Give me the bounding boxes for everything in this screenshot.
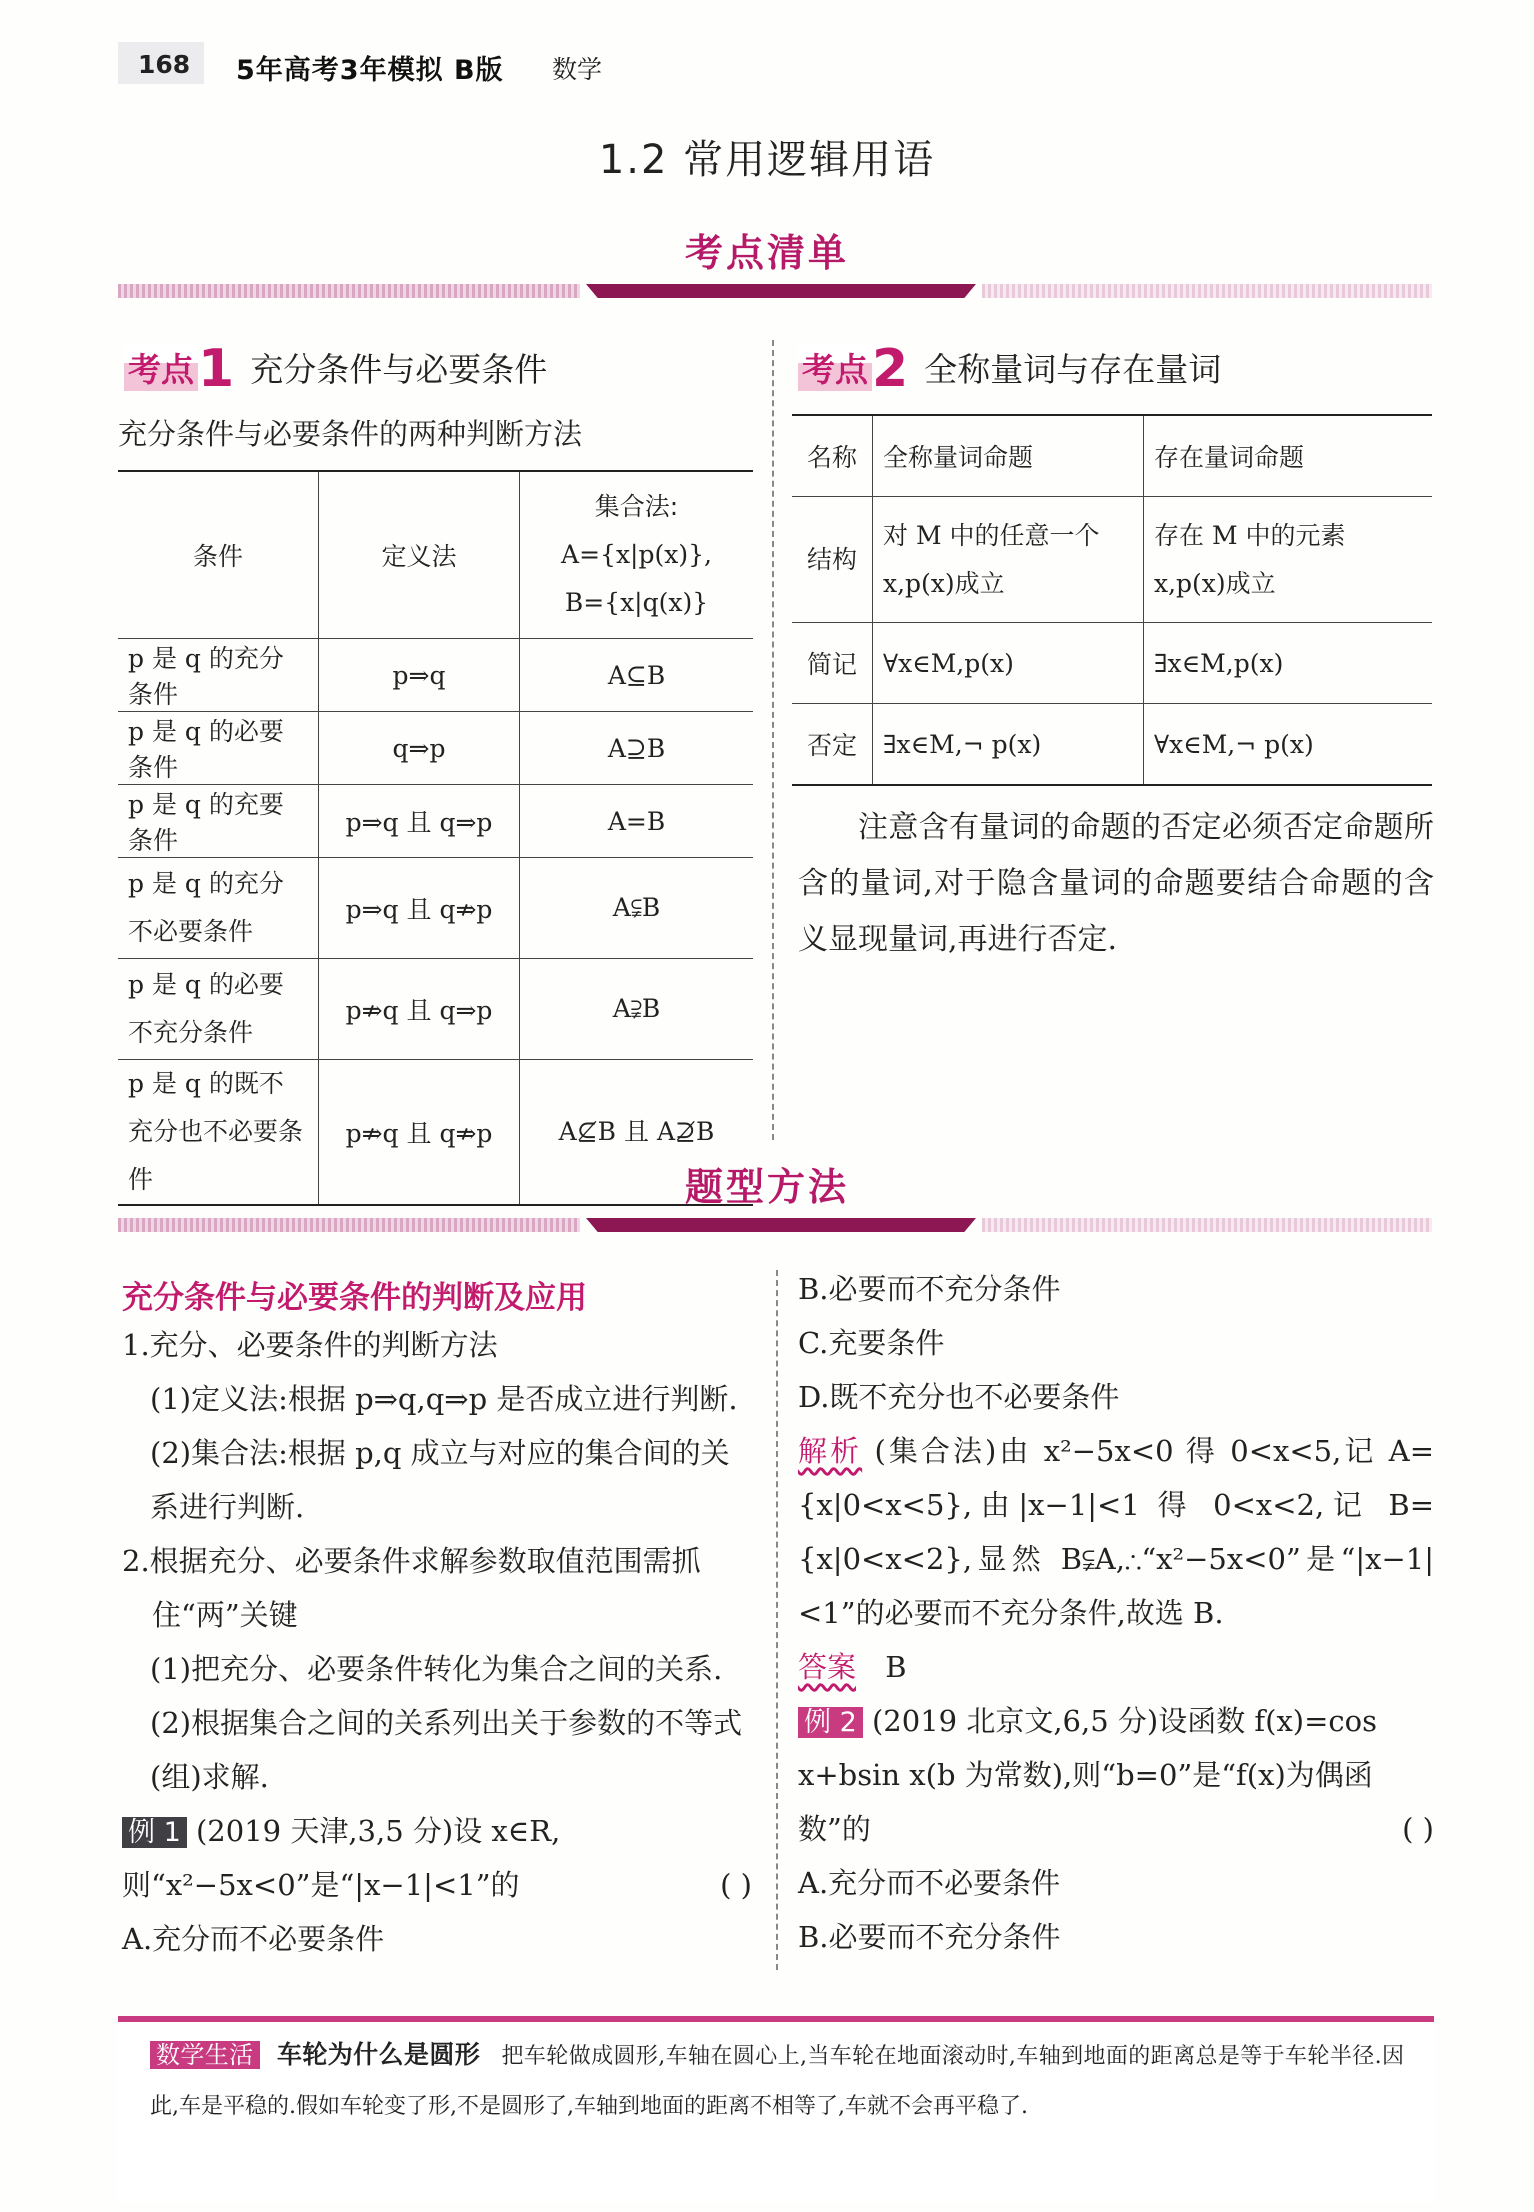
math-life-tag: 数学生活 — [150, 2041, 260, 2069]
example1-option-b: B.必要而不充分条件 — [798, 1272, 1061, 1306]
book-title: 5年高考3年模拟 B版 — [236, 55, 504, 86]
column-divider-top — [772, 340, 774, 1140]
banner-bar-center — [586, 284, 976, 298]
answer-value: B — [885, 1650, 907, 1684]
col-existential: 存在量词命题 — [1144, 415, 1433, 497]
example2-paren: ( ) — [1402, 1812, 1434, 1846]
kd1-title: 充分条件与必要条件 — [250, 350, 548, 389]
table-row: p 是 q 的必要不充分条件 p⇏q 且 q⇒p A⫌B — [118, 959, 753, 1060]
math-life-box — [118, 2016, 1434, 2202]
col-condition: 条件 — [118, 471, 319, 639]
method-body: 1.充分、必要条件的判断方法 (1)定义法:根据 p⇒q,q⇒p 是否成立进行判断. (2)集合法:根据 p,q 成立与对应的集合间的关系进行判断. 2.根据充分、必要条件求解参数取值范围需抓住“两”关键 (1)把充分、必要条件转化为集合之间的关系. (2)根据集合之间的关系列出关于参数的不等式(组)求解. 例 1 (2019 天津,3,5 分)设 x∈R,则“x²−5x<0”是“|x−1|<1”的 ( ) A.充分而不必要条件 — [122, 1318, 752, 1966]
subject: 数学 — [552, 55, 603, 84]
table-row: 简记 ∀x∈M,p(x) ∃x∈M,p(x) — [792, 623, 1432, 704]
solution-body — [798, 1262, 1434, 1964]
table-row: 否定 ∃x∈M,¬ p(x) ∀x∈M,¬ p(x) — [792, 704, 1432, 786]
table-row: p 是 q 的充分条件 p⇒q A⊆B — [118, 639, 753, 712]
example2-option-a: A.充分而不必要条件 — [798, 1866, 1061, 1900]
example1-option-c: C.充要条件 — [798, 1326, 945, 1360]
section-title: 1.2 常用逻辑用语 — [598, 137, 936, 183]
kd1-number: 1 — [198, 339, 235, 399]
banner-kaodian: 考点清单 — [684, 231, 849, 275]
conditions-table — [118, 470, 753, 1206]
banner2-bar-right — [982, 1218, 1432, 1232]
kd2-number: 2 — [872, 339, 909, 399]
math-life-text: 把车轮做成圆形,车轴在圆心上,当车轮在地面滚动时,车轴到地面的距离总是等于车轮半径.因此,车是平稳的.假如车轮变了形,不是圆形了,车轴到地面的距离不相等了,车就不会再平稳了. — [150, 2044, 1404, 2119]
example1-paren: ( ) — [720, 1868, 752, 1902]
banner-method: 题型方法 — [684, 1165, 849, 1209]
example1-option-a: A.充分而不必要条件 — [122, 1922, 385, 1956]
column-divider-bottom — [776, 1270, 778, 1970]
quantifier-table — [792, 414, 1432, 786]
kd2-tag: 考点 — [798, 344, 872, 391]
banner-bar-right — [982, 284, 1432, 298]
col-name: 名称 — [792, 415, 873, 497]
kd1-tag: 考点 — [124, 344, 198, 391]
example2-text: (2019 北京文,6,5 分)设函数 f(x)=cos x+bsin x(b 为常数),则“b=0”是“f(x)为偶函数”的 — [798, 1704, 1378, 1846]
banner2-bar-left — [118, 1218, 580, 1232]
table-row: 结构 对 M 中的任意一个 x,p(x)成立 存在 M 中的元素 x,p(x)成立 — [792, 497, 1432, 623]
table-row: p 是 q 的充要条件 p⇒q 且 q⇒p A=B — [118, 785, 753, 858]
example1-text: (2019 天津,3,5 分)设 x∈R,则“x²−5x<0”是“|x−1|<1”的 — [122, 1814, 561, 1902]
col-set-method: 集合法: A={x|p(x)}, B={x|q(x)} — [520, 471, 754, 639]
example1-tag: 例 1 — [122, 1817, 187, 1848]
method-heading: 充分条件与必要条件的判断及应用 — [122, 1280, 587, 1316]
math-life-title: 车轮为什么是圆形 — [276, 2040, 481, 2069]
example2-option-b: B.必要而不充分条件 — [798, 1920, 1061, 1954]
table-row: p 是 q 的充分不必要条件 p⇒q 且 q⇏p A⫋B — [118, 858, 753, 959]
kd1-heading — [124, 339, 548, 399]
table-row: p 是 q 的既不充分也不必要条件 p⇏q 且 q⇏p A⊈B 且 A⊉B — [118, 1060, 753, 1206]
kd2-heading — [798, 339, 1222, 399]
page-number: 168 — [138, 50, 191, 79]
analysis-label: 解析 — [798, 1434, 863, 1468]
kd2-title: 全称量词与存在量词 — [924, 350, 1222, 389]
analysis-text: (集合法)由 x²−5x<0 得 0<x<5,记 A={x|0<x<5},由|x−1|<1 得 0<x<2,记 B={x|0<x<2},显然 B⫋A,∴“x²−5x<0”是“|x−1|<1”的必要而不充分条件,故选 B. — [798, 1434, 1434, 1630]
kd1-subtitle: 充分条件与必要条件的两种判断方法 — [118, 417, 583, 451]
col-universal: 全称量词命题 — [873, 415, 1144, 497]
example2-tag: 例 2 — [798, 1707, 863, 1738]
example1-option-d: D.既不充分也不必要条件 — [798, 1380, 1120, 1414]
quantifier-note: 注意含有量词的命题的否定必须否定命题所含的量词,对于隐含量词的命题要结合命题的含义显现量词,再进行否定. — [798, 810, 1434, 957]
banner-bar-left — [118, 284, 580, 298]
col-definition: 定义法 — [319, 471, 520, 639]
table-row: p 是 q 的必要条件 q⇒p A⊇B — [118, 712, 753, 785]
answer-label: 答案 — [798, 1650, 857, 1684]
banner2-bar-center — [586, 1218, 976, 1232]
